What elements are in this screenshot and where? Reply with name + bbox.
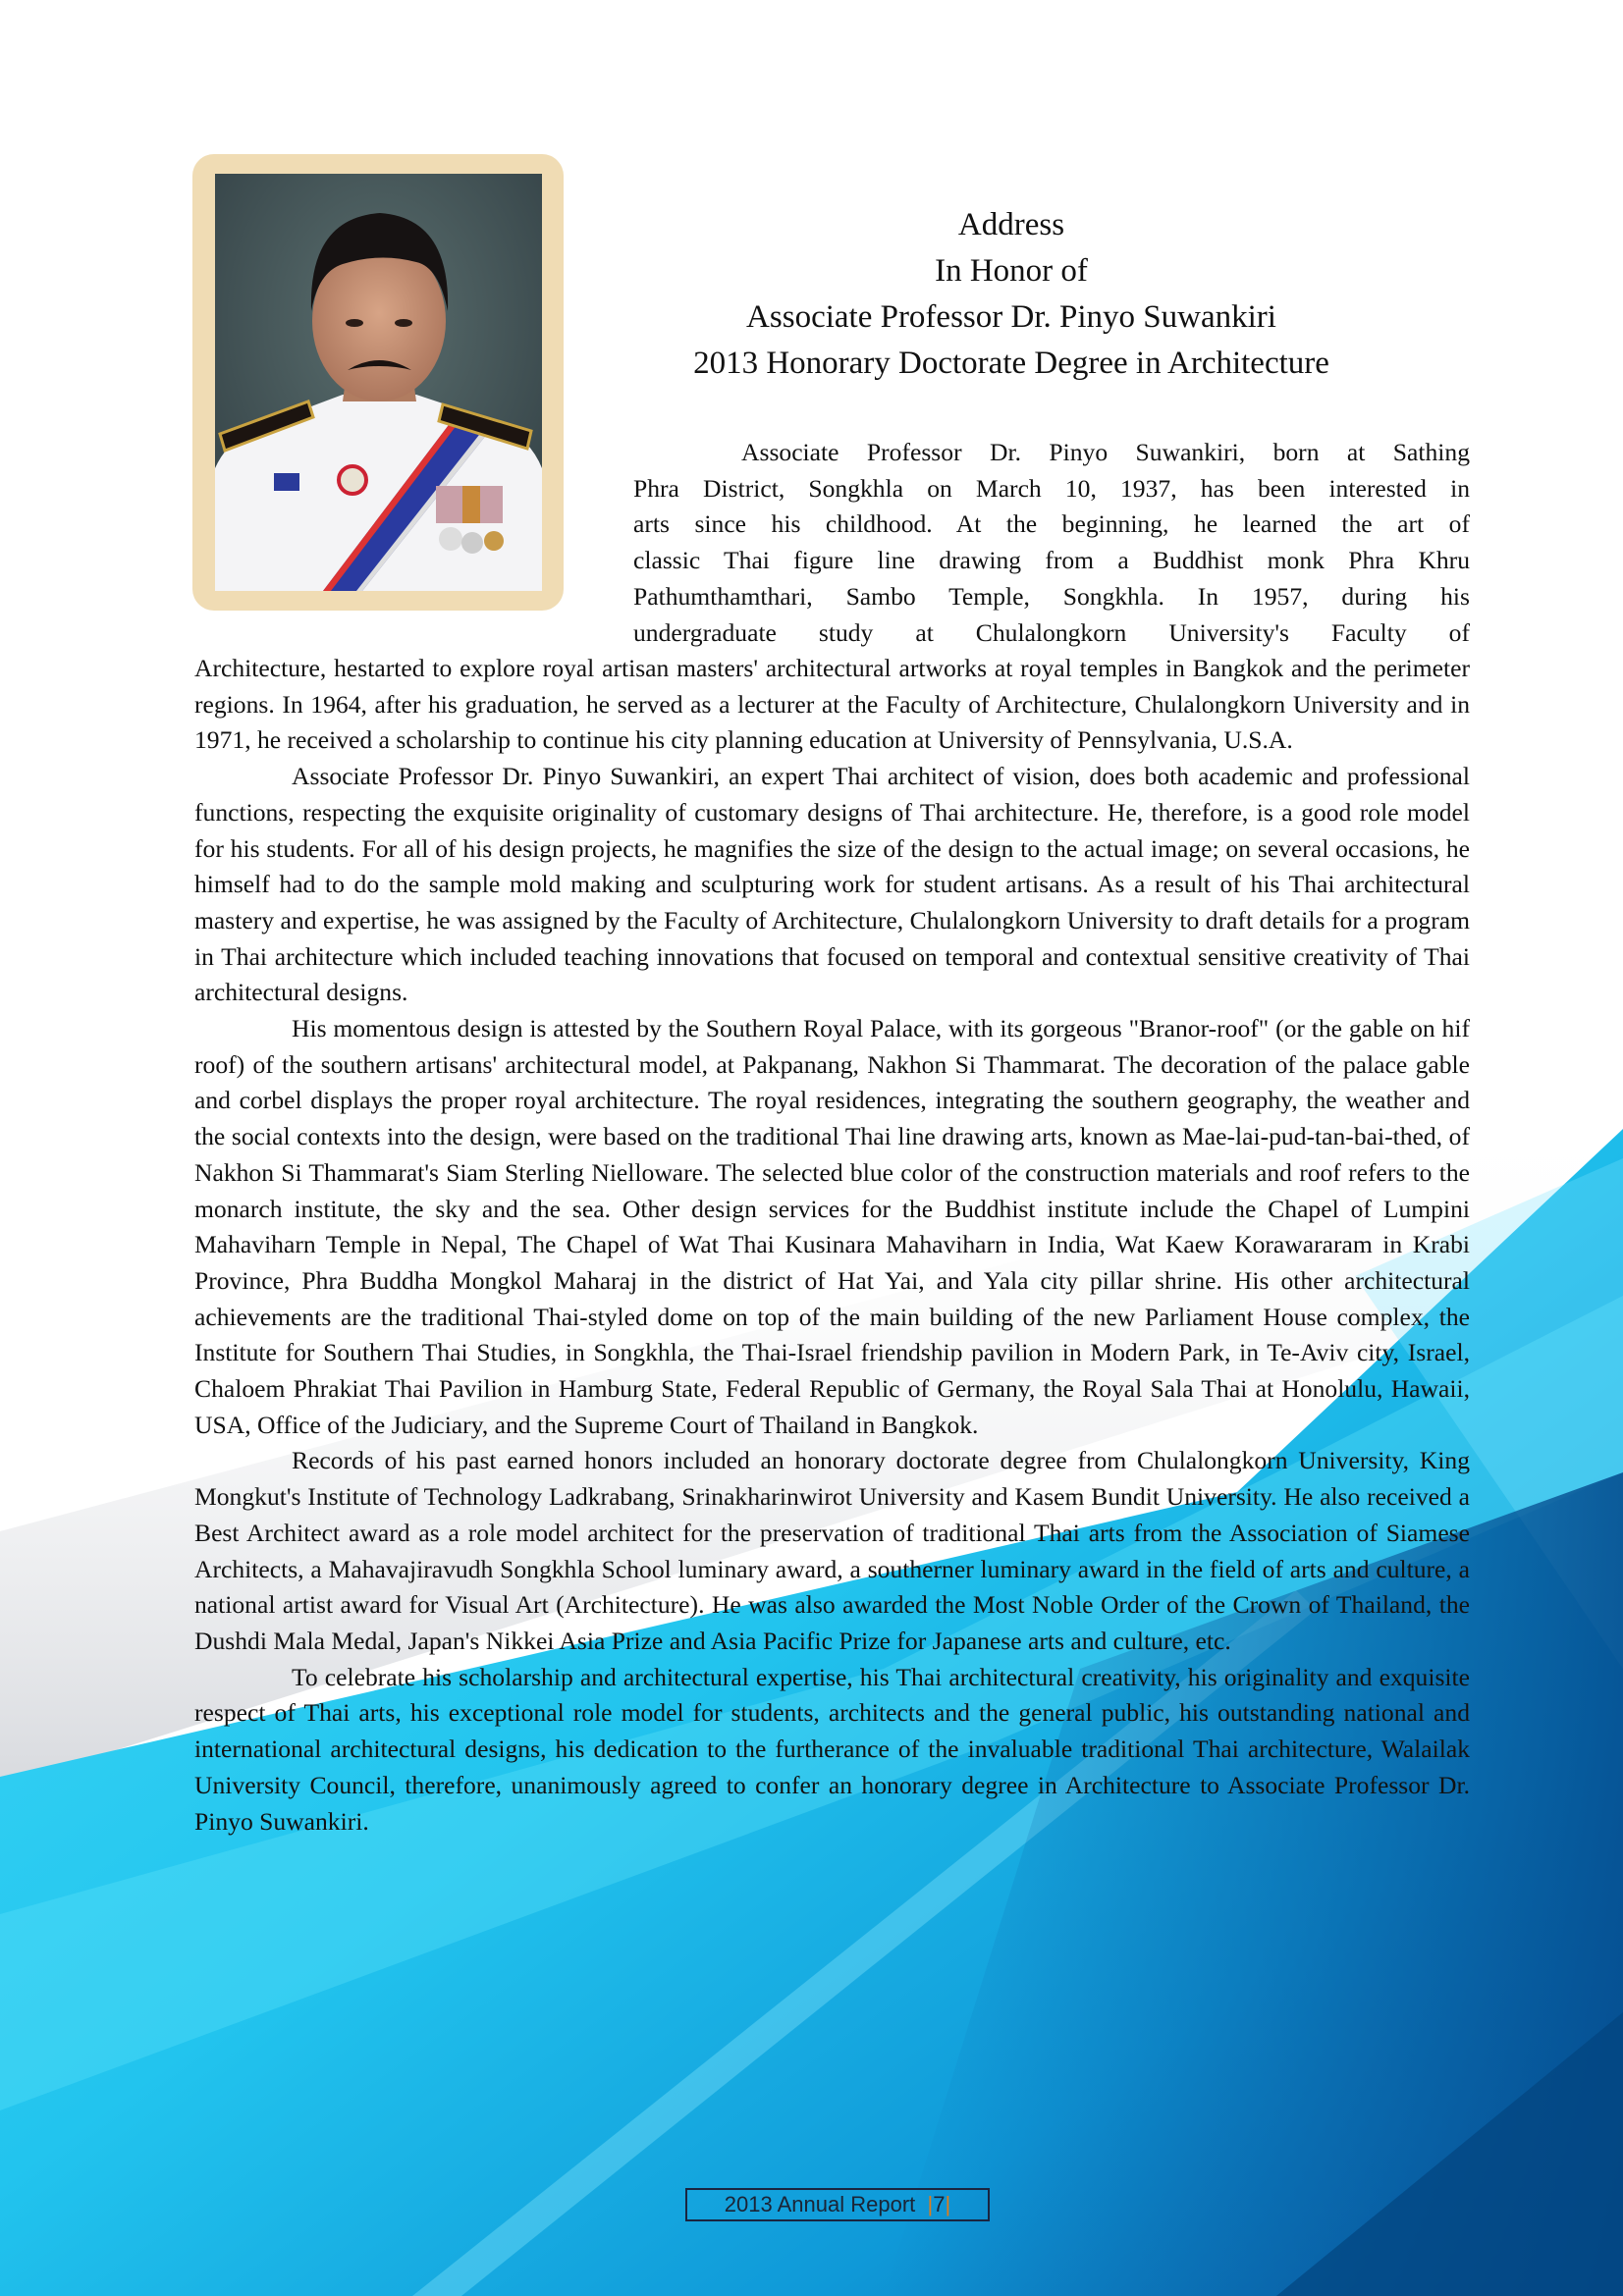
- intro-line: classic Thai figure line drawing from a Buddhist monk Phra Khru: [633, 546, 1470, 575]
- portrait-photo: [215, 174, 542, 591]
- page-number-bar-right: |: [945, 2192, 951, 2216]
- title-line-in-honor-of: In Honor of: [935, 253, 1088, 289]
- title-line-degree: 2013 Honorary Doctorate Degree in Architecture: [693, 346, 1329, 381]
- title-line-address: Address: [957, 207, 1065, 242]
- page-footer: [685, 2188, 990, 2221]
- footer-report-label: 2013 Annual Report: [724, 2192, 916, 2216]
- address-title: [589, 202, 1434, 387]
- intro-line: Pathumthamthari, Sambo Temple, Songkhla. In 1957, during his: [633, 581, 1470, 611]
- intro-line: undergraduate study at Chulalongkorn University's Faculty of: [633, 617, 1470, 647]
- page-number-bar-left: |: [927, 2192, 934, 2216]
- paragraph-academic-work: Associate Professor Dr. Pinyo Suwankiri, an expert Thai architect of vision, does both academic and professional functions, respecting the exquisite originality of customary designs of Thai architecture. He, therefore, is a good role model for his students. For all of his design projects, he magnifies the size of the design to the actual image; on several occasions, he himself had to do the sample mold making and sculpturing work for student artisans. As a result of his Thai architectural mastery and expertise, he was assigned by the Faculty of Architecture, Chulalongkorn University to draft details for a program in Thai architecture which included teaching innovations that focused on temporal and contextual sensitive creativity of Thai architectural designs.: [194, 762, 1470, 1007]
- paragraph-early-career: Architecture, hestarted to explore royal artisan masters' architectural artworks at royal temples in Bangkok and the perimeter regions. In 1964, after his graduation, he served as a lecturer at the Faculty of Architecture, Chulalongkorn University and in 1971, he received a scholarship to continue his city planning education at University of Pennsylvania, U.S.A.: [194, 654, 1470, 755]
- portrait-frame: [192, 154, 564, 611]
- intro-line: Phra District, Songkhla on March 10, 1937, has been interested in: [633, 473, 1470, 503]
- paragraph-conferral: To celebrate his scholarship and architectural expertise, his Thai architectural creativity, his originality and exquisite respect of Thai arts, his exceptional role model for students, architects and the general public, his outstanding national and international architectural designs, his dedication to the furtherance of the invaluable traditional Thai architecture, Walailak University Council, therefore, unanimously agreed to confer an honorary degree in Architecture to Associate Professor Dr. Pinyo Suwankiri.: [194, 1662, 1470, 1836]
- portrait-illustration: [215, 174, 542, 591]
- paragraph-honors: Records of his past earned honors included an honorary doctorate degree from Chulalongkorn University, King Mongkut's Institute of Technology Ladkrabang, Srinakharinwirot University and Kasem Bundit University. He also received a Best Architect award as a role model architect for the preservation of traditional Thai arts from the Association of Siamese Architects, a Mahavajiravudh Songkhla School luminary award, a southerner luminary award in the field of arts and culture, a national artist award for Visual Art (Architecture). He was also awarded the Most Noble Order of the Crown of Thailand, the Dushdi Mala Medal, Japan's Nikkei Asia Prize and Asia Pacific Prize for Japanese arts and culture, etc.: [194, 1446, 1470, 1655]
- page-number: 7: [933, 2192, 946, 2216]
- intro-paragraph: [633, 435, 1470, 651]
- intro-line: arts since his childhood. At the beginning, he learned the art of: [633, 509, 1470, 539]
- title-line-honoree-name: Associate Professor Dr. Pinyo Suwankiri: [746, 299, 1276, 335]
- main-body: [194, 651, 1470, 1840]
- paragraph-design-works: His momentous design is attested by the Southern Royal Palace, with its gorgeous "Branor-roof" (or the gable on hif roof) of the southern artisans' architectural model, at Pakpanang, Nakhon Si Thammarat. The decoration of the palace gable and corbel displays the proper royal architecture. The royal residences, integrating the southern geography, the weather and the social contexts into the design, were based on the traditional Thai line drawing arts, known as Mae-lai-pud-tan-bai-thed, of Nakhon Si Thammarat's Siam Sterling Nielloware. The selected blue color of the construction materials and roof refers to the monarch institute, the sky and the sea. Other design services for the Buddhist institute include the Chapel of Lumpini Mahaviharn Temple in Nepal, The Chapel of Wat Thai Kusinara Mahaviharn in India, Wat Kaew Korawararam in Krabi Province, Phra Buddha Mongkol Maharaj in the district of Hat Yai, and Yala city pillar shrine. His other architectural achievements are the traditional Thai-styled dome on top of the main building of the new Parliament House complex, the Institute for Southern Thai Studies, in Songkhla, the Thai-Israel friendship pavilion in Modern Park, in Te-Aviv city, Israel, Chaloem Phrakiat Thai Pavilion in Hamburg State, Federal Republic of Germany, the Royal Sala Thai at Honolulu, Hawaii, USA, Office of the Judiciary, and the Supreme Court of Thailand in Bangkok.: [194, 1014, 1470, 1439]
- intro-line: Associate Professor Dr. Pinyo Suwankiri, born at Sathing: [741, 438, 1470, 466]
